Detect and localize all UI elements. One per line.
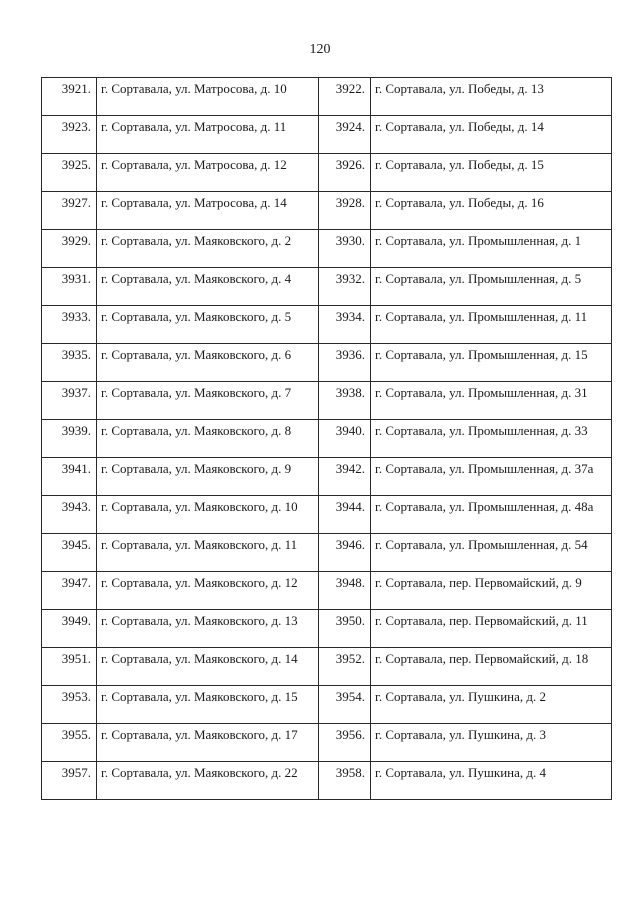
- table-row: [42, 458, 612, 496]
- address-right: г. Сортавала, ул. Промышленная, д. 37а: [371, 458, 612, 496]
- entry-number-left: 3923.: [42, 116, 97, 154]
- address-left: г. Сортавала, ул. Маяковского, д. 4: [97, 268, 319, 306]
- address-left: г. Сортавала, ул. Маяковского, д. 9: [97, 458, 319, 496]
- entry-number-left: 3937.: [42, 382, 97, 420]
- address-left: г. Сортавала, ул. Матросова, д. 11: [97, 116, 319, 154]
- address-left: г. Сортавала, ул. Маяковского, д. 17: [97, 724, 319, 762]
- table-row: [42, 192, 612, 230]
- entry-number-right: 3930.: [319, 230, 371, 268]
- page-number: 120: [309, 42, 331, 57]
- table-row: [42, 420, 612, 458]
- table-row: [42, 230, 612, 268]
- table-row: [42, 534, 612, 572]
- entry-number-left: 3927.: [42, 192, 97, 230]
- entry-number-left: 3951.: [42, 648, 97, 686]
- table-row: [42, 382, 612, 420]
- entry-number-left: 3957.: [42, 762, 97, 800]
- address-left: г. Сортавала, ул. Маяковского, д. 13: [97, 610, 319, 648]
- entry-number-right: 3946.: [319, 534, 371, 572]
- address-right: г. Сортавала, ул. Промышленная, д. 48а: [371, 496, 612, 534]
- entry-number-left: 3935.: [42, 344, 97, 382]
- entry-number-right: 3950.: [319, 610, 371, 648]
- address-left: г. Сортавала, ул. Маяковского, д. 7: [97, 382, 319, 420]
- address-left: г. Сортавала, ул. Маяковского, д. 10: [97, 496, 319, 534]
- entry-number-right: 3944.: [319, 496, 371, 534]
- entry-number-left: 3943.: [42, 496, 97, 534]
- entry-number-left: 3941.: [42, 458, 97, 496]
- entry-number-right: 3922.: [319, 78, 371, 116]
- address-right: г. Сортавала, ул. Промышленная, д. 15: [371, 344, 612, 382]
- address-right: г. Сортавала, ул. Победы, д. 15: [371, 154, 612, 192]
- address-table: [41, 77, 612, 800]
- entry-number-left: 3931.: [42, 268, 97, 306]
- entry-number-right: 3940.: [319, 420, 371, 458]
- table-row: [42, 762, 612, 800]
- entry-number-right: 3928.: [319, 192, 371, 230]
- address-right: г. Сортавала, ул. Промышленная, д. 11: [371, 306, 612, 344]
- entry-number-right: 3926.: [319, 154, 371, 192]
- entry-number-left: 3945.: [42, 534, 97, 572]
- address-right: г. Сортавала, ул. Пушкина, д. 4: [371, 762, 612, 800]
- table-row: [42, 572, 612, 610]
- address-left: г. Сортавала, ул. Маяковского, д. 2: [97, 230, 319, 268]
- entry-number-right: 3942.: [319, 458, 371, 496]
- entry-number-left: 3933.: [42, 306, 97, 344]
- address-right: г. Сортавала, ул. Промышленная, д. 5: [371, 268, 612, 306]
- address-right: г. Сортавала, ул. Победы, д. 14: [371, 116, 612, 154]
- table-row: [42, 268, 612, 306]
- address-right: г. Сортавала, ул. Победы, д. 16: [371, 192, 612, 230]
- entry-number-right: 3948.: [319, 572, 371, 610]
- address-left: г. Сортавала, ул. Матросова, д. 12: [97, 154, 319, 192]
- table-row: [42, 724, 612, 762]
- entry-number-left: 3925.: [42, 154, 97, 192]
- entry-number-left: 3955.: [42, 724, 97, 762]
- address-right: г. Сортавала, ул. Пушкина, д. 3: [371, 724, 612, 762]
- entry-number-left: 3953.: [42, 686, 97, 724]
- entry-number-left: 3921.: [42, 78, 97, 116]
- table-row: [42, 648, 612, 686]
- address-right: г. Сортавала, ул. Промышленная, д. 1: [371, 230, 612, 268]
- address-left: г. Сортавала, ул. Маяковского, д. 15: [97, 686, 319, 724]
- address-right: г. Сортавала, ул. Победы, д. 13: [371, 78, 612, 116]
- table-row: [42, 496, 612, 534]
- address-left: г. Сортавала, ул. Матросова, д. 10: [97, 78, 319, 116]
- address-right: г. Сортавала, ул. Пушкина, д. 2: [371, 686, 612, 724]
- entry-number-right: 3934.: [319, 306, 371, 344]
- address-left: г. Сортавала, ул. Маяковского, д. 12: [97, 572, 319, 610]
- address-right: г. Сортавала, пер. Первомайский, д. 18: [371, 648, 612, 686]
- entry-number-right: 3954.: [319, 686, 371, 724]
- entry-number-left: 3947.: [42, 572, 97, 610]
- table-row: [42, 344, 612, 382]
- table-row: [42, 78, 612, 116]
- entry-number-right: 3956.: [319, 724, 371, 762]
- entry-number-right: 3958.: [319, 762, 371, 800]
- address-left: г. Сортавала, ул. Маяковского, д. 5: [97, 306, 319, 344]
- entry-number-right: 3952.: [319, 648, 371, 686]
- table-row: [42, 306, 612, 344]
- entry-number-right: 3936.: [319, 344, 371, 382]
- address-right: г. Сортавала, ул. Промышленная, д. 31: [371, 382, 612, 420]
- address-right: г. Сортавала, пер. Первомайский, д. 11: [371, 610, 612, 648]
- address-left: г. Сортавала, ул. Маяковского, д. 22: [97, 762, 319, 800]
- address-table-body: [42, 78, 612, 800]
- entry-number-right: 3932.: [319, 268, 371, 306]
- address-right: г. Сортавала, ул. Промышленная, д. 33: [371, 420, 612, 458]
- table-row: [42, 154, 612, 192]
- table-row: [42, 116, 612, 154]
- address-left: г. Сортавала, ул. Матросова, д. 14: [97, 192, 319, 230]
- entry-number-right: 3924.: [319, 116, 371, 154]
- address-right: г. Сортавала, ул. Промышленная, д. 54: [371, 534, 612, 572]
- table-row: [42, 686, 612, 724]
- entry-number-left: 3939.: [42, 420, 97, 458]
- entry-number-left: 3949.: [42, 610, 97, 648]
- address-left: г. Сортавала, ул. Маяковского, д. 8: [97, 420, 319, 458]
- address-left: г. Сортавала, ул. Маяковского, д. 11: [97, 534, 319, 572]
- table-row: [42, 610, 612, 648]
- address-left: г. Сортавала, ул. Маяковского, д. 14: [97, 648, 319, 686]
- entry-number-left: 3929.: [42, 230, 97, 268]
- address-right: г. Сортавала, пер. Первомайский, д. 9: [371, 572, 612, 610]
- entry-number-right: 3938.: [319, 382, 371, 420]
- address-left: г. Сортавала, ул. Маяковского, д. 6: [97, 344, 319, 382]
